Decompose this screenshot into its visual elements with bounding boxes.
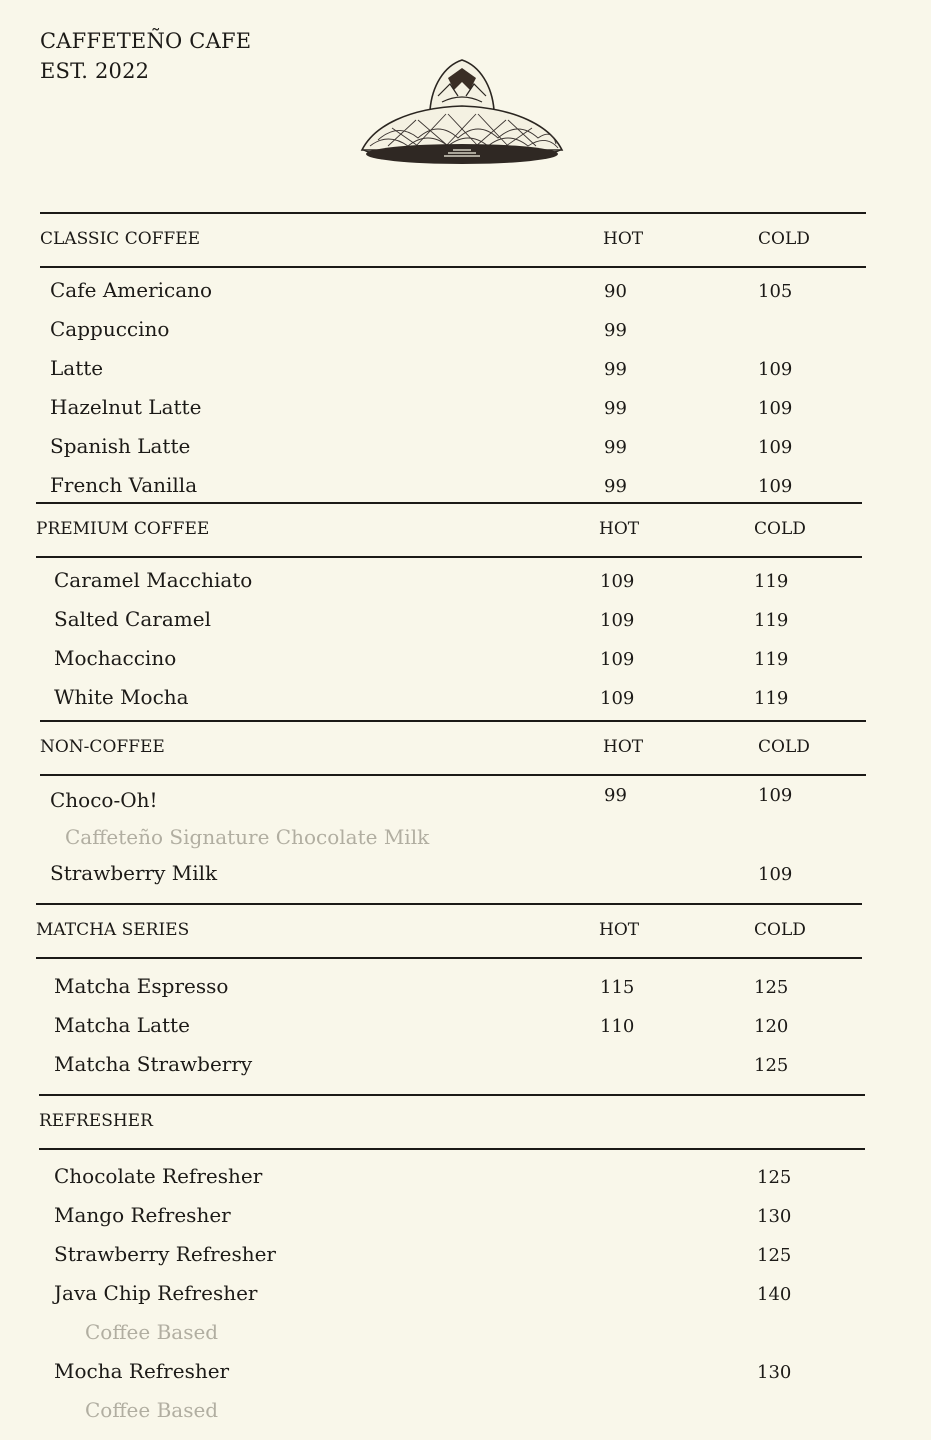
hat-icon (358, 56, 566, 168)
item-hot-price: 109 (600, 649, 635, 670)
item-hot-price: 99 (604, 320, 627, 341)
item-name: Spanish Latte (50, 434, 191, 458)
item-hot-price: 109 (600, 688, 635, 709)
item-name: Cafe Americano (50, 278, 213, 302)
item-name: Cappuccino (50, 317, 170, 341)
menu-item (36, 1013, 862, 1043)
item-cold-price: 109 (758, 476, 793, 497)
item-name: Matcha Strawberry (54, 1052, 253, 1076)
brand-block (40, 26, 251, 86)
item-cold-price: 125 (754, 1055, 789, 1076)
section-header (40, 720, 866, 776)
item-hot-price: 109 (600, 571, 635, 592)
menu-item (39, 1281, 865, 1311)
item-cold-price: 125 (754, 977, 789, 998)
item-name: Salted Caramel (54, 607, 211, 631)
item-name: Mocha Refresher (54, 1359, 230, 1383)
section-refresher (39, 1094, 865, 1422)
section-title: PREMIUM COFFEE (36, 519, 210, 539)
item-cold-price: 109 (758, 359, 793, 380)
item-hot-price: 99 (604, 476, 627, 497)
menu-item (36, 568, 862, 598)
item-name: Java Chip Refresher (54, 1281, 258, 1305)
item-cold-price: 120 (754, 1016, 789, 1037)
item-name: Latte (50, 356, 104, 380)
hot-column-label: HOT (603, 229, 644, 249)
menu-item (39, 1203, 865, 1233)
menu-item (40, 861, 866, 891)
item-cold-price: 130 (757, 1362, 792, 1383)
item-cold-price: 119 (754, 571, 789, 592)
cold-column-label: COLD (754, 519, 806, 539)
item-hot-price: 90 (604, 281, 627, 302)
section-title: NON-COFFEE (40, 737, 165, 757)
section-title: MATCHA SERIES (36, 920, 190, 940)
menu-item (39, 1359, 865, 1389)
hot-column-label: HOT (599, 519, 640, 539)
menu-item (36, 646, 862, 676)
hot-column-label: HOT (599, 920, 640, 940)
item-name: Chocolate Refresher (54, 1164, 263, 1188)
menu-item (36, 685, 862, 715)
item-name: Matcha Latte (54, 1013, 190, 1037)
menu-item (40, 317, 866, 347)
section-title: CLASSIC COFFEE (40, 229, 201, 249)
item-cold-price: 105 (758, 281, 793, 302)
item-hot-price: 99 (604, 437, 627, 458)
item-cold-price: 130 (757, 1206, 792, 1227)
menu-item (39, 1242, 865, 1272)
item-hot-price: 109 (600, 610, 635, 631)
menu-item (40, 356, 866, 386)
item-cold-price: 109 (758, 785, 793, 806)
hot-column-label: HOT (603, 737, 644, 757)
item-name: French Vanilla (50, 473, 198, 497)
cafe-name: CAFFETEÑO CAFE (40, 29, 252, 53)
item-hot-price: 110 (600, 1016, 635, 1037)
cold-column-label: COLD (758, 737, 810, 757)
item-name: Caramel Macchiato (54, 568, 253, 592)
menu-item (40, 278, 866, 308)
item-hot-price: 115 (600, 977, 635, 998)
menu-item (36, 1052, 862, 1082)
section-premium-coffee (36, 502, 862, 709)
item-name: White Mocha (54, 685, 189, 709)
item-hot-price: 99 (604, 359, 627, 380)
item-cold-price: 109 (758, 437, 793, 458)
item-name: Mango Refresher (54, 1203, 231, 1227)
cold-column-label: COLD (758, 229, 810, 249)
item-note: Caffeteño Signature Chocolate Milk (65, 825, 430, 849)
item-cold-price: 119 (754, 649, 789, 670)
item-cold-price: 125 (757, 1167, 792, 1188)
section-header (40, 212, 866, 268)
section-header (39, 1094, 865, 1150)
section-header (36, 502, 862, 558)
menu-item (40, 395, 866, 425)
section-classic-coffee (40, 212, 866, 497)
menu-item (39, 1164, 865, 1194)
section-non-coffee (40, 720, 866, 885)
menu-item (40, 473, 866, 503)
item-note: Coffee Based (85, 1320, 219, 1344)
menu-item (40, 785, 866, 818)
item-cold-price: 119 (754, 688, 789, 709)
item-note: Coffee Based (85, 1398, 219, 1422)
cold-column-label: COLD (754, 920, 806, 940)
item-hot-price: 99 (604, 785, 627, 806)
item-cold-price: 119 (754, 610, 789, 631)
item-name: Choco-Oh! (50, 788, 158, 812)
item-name: Strawberry Milk (50, 861, 218, 885)
item-cold-price: 140 (757, 1284, 792, 1305)
section-title: REFRESHER (39, 1111, 153, 1131)
item-cold-price: 109 (758, 398, 793, 419)
section-matcha-series (36, 903, 862, 1076)
established-year: EST. 2022 (40, 59, 150, 83)
item-name: Matcha Espresso (54, 974, 229, 998)
item-name: Hazelnut Latte (50, 395, 202, 419)
item-hot-price: 99 (604, 398, 627, 419)
section-header (36, 903, 862, 959)
menu-item (40, 434, 866, 464)
item-cold-price: 109 (758, 864, 793, 885)
menu-item (36, 974, 862, 1004)
item-name: Mochaccino (54, 646, 177, 670)
item-name: Strawberry Refresher (54, 1242, 276, 1266)
item-cold-price: 125 (757, 1245, 792, 1266)
menu-item (36, 607, 862, 637)
